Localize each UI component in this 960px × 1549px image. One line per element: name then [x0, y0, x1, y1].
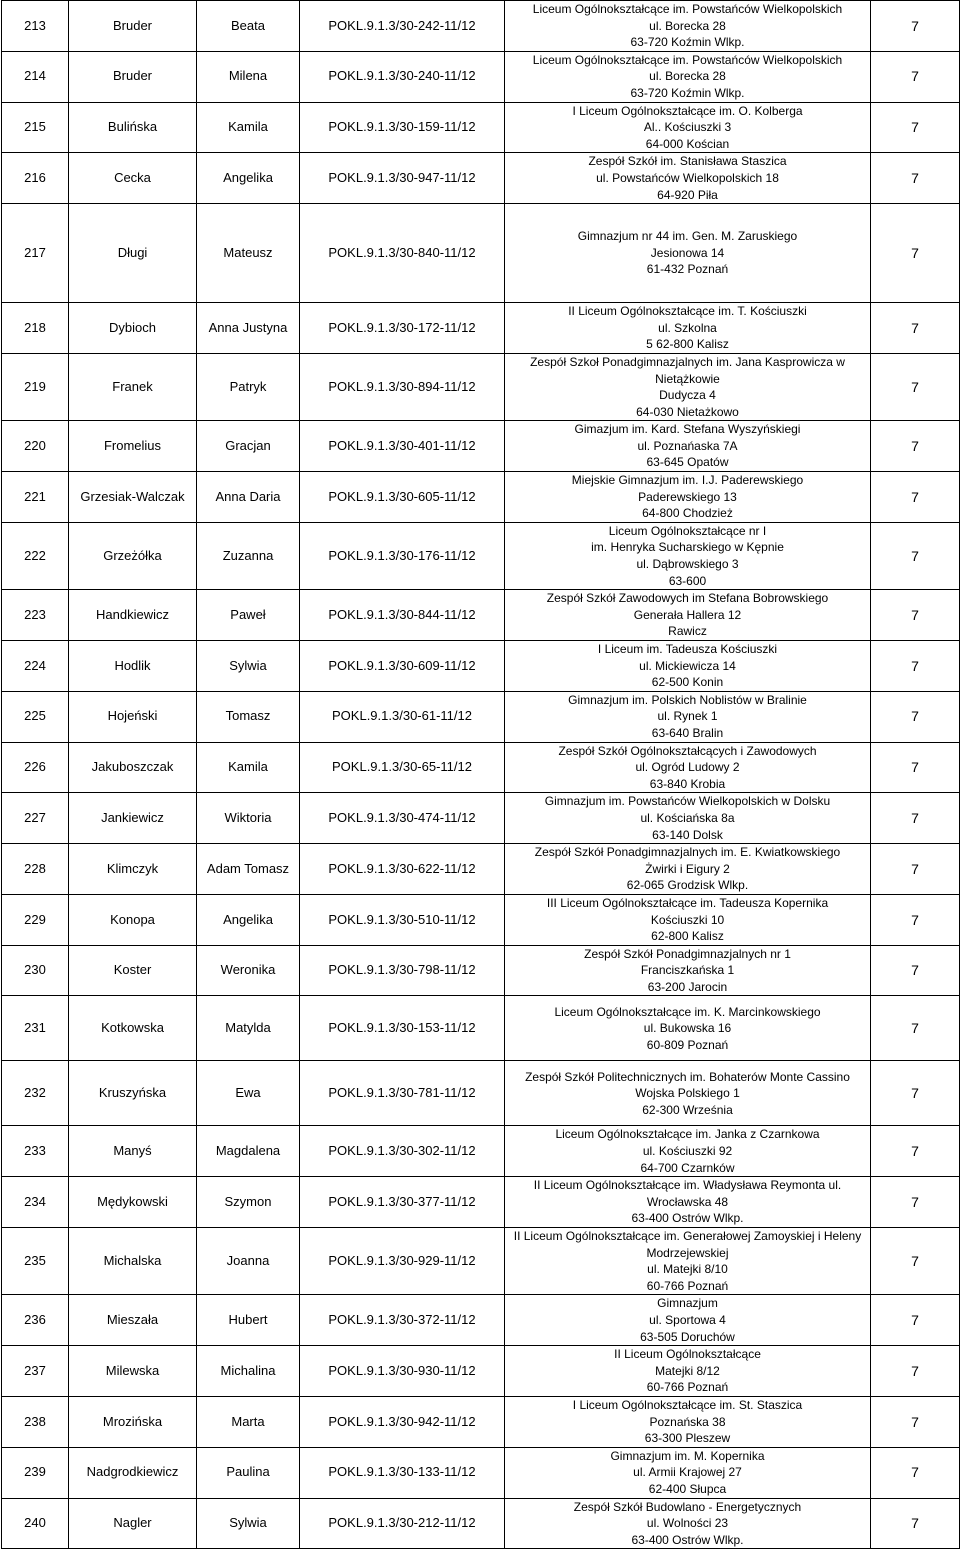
project-code: POKL.9.1.3/30-240-11/12 — [300, 51, 505, 102]
table-row — [2, 1498, 960, 1549]
row-number: 228 — [2, 844, 69, 895]
school-address-line: 63-645 Opatów — [646, 455, 729, 470]
school-address-line: Liceum Ogólnokształcące im. Janka z Czarnkowa — [555, 1127, 820, 1142]
row-number: 239 — [2, 1447, 69, 1498]
table-row — [2, 1346, 960, 1397]
school-address-line: 63-720 Koźmin Wlkp. — [630, 85, 745, 100]
school-address — [505, 691, 871, 742]
school-address-line: Gimnazjum im. Powstańców Wielkopolskich w Dolsku — [544, 794, 831, 809]
school-address-line: 62-065 Grodzisk Wlkp. — [626, 878, 749, 893]
last-name: Mieszała — [69, 1295, 197, 1346]
last-name: Bruder — [69, 1, 197, 52]
project-code: POKL.9.1.3/30-609-11/12 — [300, 641, 505, 692]
first-name: Angelika — [197, 894, 300, 945]
school-address-line: Dudycza 4 — [659, 388, 716, 403]
school-address — [505, 1498, 871, 1549]
first-name: Adam Tomasz — [197, 844, 300, 895]
points: 7 — [871, 1447, 960, 1498]
last-name: Grzesiak-Walczak — [69, 472, 197, 523]
school-address-line: Gimazjum im. Kard. Stefana Wyszyńskiegi — [574, 422, 801, 437]
points: 7 — [871, 996, 960, 1061]
table-row — [2, 996, 960, 1061]
last-name: Koster — [69, 945, 197, 996]
school-address-line: Zespół Szkół Ponadgimnazjalnych im. E. Kwiatkowskiego — [534, 845, 841, 860]
school-address — [505, 1, 871, 52]
school-address-line: II Liceum Ogólnokształcące im. T. Kościuszki — [568, 304, 807, 319]
school-address-line: Zespół Szkoł Ponadgimnazjalnych im. Jana Kasprowicza w — [530, 354, 845, 369]
table-row — [2, 691, 960, 742]
points: 7 — [871, 742, 960, 793]
school-address-line: 64-700 Czarnków — [640, 1160, 735, 1175]
project-code: POKL.9.1.3/30-622-11/12 — [300, 844, 505, 895]
points: 7 — [871, 1177, 960, 1228]
school-address-line: 63-505 Doruchów — [640, 1329, 735, 1344]
last-name: Jakuboszczak — [69, 742, 197, 793]
school-address — [505, 996, 871, 1061]
table-row — [2, 641, 960, 692]
school-address-line: ul. Poznańaska 7A — [637, 438, 738, 453]
first-name: Magdalena — [197, 1126, 300, 1177]
project-code: POKL.9.1.3/30-942-11/12 — [300, 1396, 505, 1447]
points: 7 — [871, 1295, 960, 1346]
school-address-line: Zespół Szkół Ogólnokształcących i Zawodowych — [558, 743, 817, 758]
row-number: 233 — [2, 1126, 69, 1177]
school-address-line: Liceum Ogólnokształcące nr I — [608, 523, 767, 538]
school-address-line: Zespół Szkół Zawodowych im Stefana Bobrowskiego — [546, 591, 829, 606]
last-name: Kotkowska — [69, 996, 197, 1061]
school-address-line: ul. Dąbrowskiego 3 — [636, 557, 739, 572]
row-number: 238 — [2, 1396, 69, 1447]
project-code: POKL.9.1.3/30-377-11/12 — [300, 1177, 505, 1228]
table-row — [2, 522, 960, 589]
school-address-line: Liceum Ogólnokształcące im. Powstańców Wielkopolskich — [532, 52, 843, 67]
school-address-line: 62-800 Kalisz — [651, 929, 724, 944]
last-name: Dybioch — [69, 303, 197, 354]
school-address-line: 62-300 Września — [642, 1102, 733, 1117]
first-name: Anna Daria — [197, 472, 300, 523]
project-code: POKL.9.1.3/30-510-11/12 — [300, 894, 505, 945]
school-address — [505, 793, 871, 844]
points: 7 — [871, 793, 960, 844]
school-address — [505, 472, 871, 523]
school-address — [505, 1295, 871, 1346]
project-code: POKL.9.1.3/30-947-11/12 — [300, 153, 505, 204]
school-address-line: 63-640 Bralin — [651, 725, 724, 740]
school-address-line: 63-400 Ostrów Wlkp. — [631, 1211, 744, 1226]
table-row — [2, 945, 960, 996]
project-code: POKL.9.1.3/30-61-11/12 — [300, 691, 505, 742]
school-address — [505, 204, 871, 303]
points: 7 — [871, 1, 960, 52]
last-name: Kruszyńska — [69, 1061, 197, 1126]
school-address — [505, 153, 871, 204]
school-address-line: 63-600 — [668, 573, 707, 588]
last-name: Fromelius — [69, 421, 197, 472]
points: 7 — [871, 303, 960, 354]
school-address-line: Liceum Ogólnokształcące im. K. Marcinkowskiego — [554, 1004, 821, 1019]
last-name: Nadgrodkiewicz — [69, 1447, 197, 1498]
project-code: POKL.9.1.3/30-176-11/12 — [300, 522, 505, 589]
project-code: POKL.9.1.3/30-474-11/12 — [300, 793, 505, 844]
school-address-line: Al.. Kościuszki 3 — [643, 120, 732, 135]
school-address — [505, 303, 871, 354]
school-address-line: Zespół Szkół Budowlano - Energetycznych — [573, 1499, 802, 1514]
school-address-line: ul. Borecka 28 — [649, 69, 726, 84]
school-address-line: Wojska Polskiego 1 — [635, 1086, 740, 1101]
last-name: Cecka — [69, 153, 197, 204]
project-code: POKL.9.1.3/30-153-11/12 — [300, 996, 505, 1061]
first-name: Paweł — [197, 590, 300, 641]
school-address-line: 63-300 Pleszew — [644, 1431, 731, 1446]
row-number: 229 — [2, 894, 69, 945]
points: 7 — [871, 1498, 960, 1549]
table-row — [2, 844, 960, 895]
points: 7 — [871, 590, 960, 641]
school-address-line: ul. Kościańska 8a — [640, 810, 735, 825]
first-name: Michalina — [197, 1346, 300, 1397]
points: 7 — [871, 641, 960, 692]
school-address — [505, 1346, 871, 1397]
row-number: 221 — [2, 472, 69, 523]
project-code: POKL.9.1.3/30-212-11/12 — [300, 1498, 505, 1549]
school-address — [505, 51, 871, 102]
school-address-line: 64-030 Nietażkowo — [636, 404, 739, 419]
last-name: Bruder — [69, 51, 197, 102]
row-number: 237 — [2, 1346, 69, 1397]
row-number: 216 — [2, 153, 69, 204]
school-address-line: I Liceum im. Tadeusza Kościuszki — [597, 642, 778, 656]
points: 7 — [871, 153, 960, 204]
points: 7 — [871, 204, 960, 303]
first-name: Marta — [197, 1396, 300, 1447]
school-address-line: I Liceum Ogólnokształcące im. O. Kolberga — [572, 103, 803, 118]
school-address-line: II Liceum Ogólnokształcące im. Władysława Reymonta ul. — [533, 1178, 842, 1193]
school-address-line: Poznańska 38 — [649, 1414, 726, 1429]
first-name: Szymon — [197, 1177, 300, 1228]
table-row — [2, 1061, 960, 1126]
points: 7 — [871, 691, 960, 742]
first-name: Matylda — [197, 996, 300, 1061]
school-address-line: 60-766 Poznań — [646, 1380, 729, 1395]
row-number: 234 — [2, 1177, 69, 1228]
table-row — [2, 472, 960, 523]
school-address-line: II Liceum Ogólnokształcące — [614, 1347, 761, 1362]
school-address-line: 64-000 Kościan — [645, 136, 730, 151]
school-address — [505, 1396, 871, 1447]
points: 7 — [871, 1126, 960, 1177]
participants-table — [1, 0, 960, 1549]
points: 7 — [871, 522, 960, 589]
school-address-line: ul. Kościuszki 92 — [642, 1144, 733, 1159]
school-address-line: Matejki 8/12 — [655, 1363, 720, 1378]
school-address-line: Gimnazjum nr 44 im. Gen. M. Zaruskiego — [577, 229, 798, 244]
school-address-line: Miejskie Gimnazjum im. I.J. Paderewskiego — [571, 473, 804, 488]
points: 7 — [871, 945, 960, 996]
project-code: POKL.9.1.3/30-781-11/12 — [300, 1061, 505, 1126]
first-name: Milena — [197, 51, 300, 102]
school-address-line: III Liceum Ogólnokształcące im. Tadeusza Kopernika — [546, 895, 829, 910]
school-address — [505, 421, 871, 472]
school-address-line: Zespół Szkół Ponadgimnazjalnych nr 1 — [584, 946, 791, 961]
school-address-line: ul. Armii Krajowej 27 — [633, 1465, 742, 1480]
school-address-line: Zespół Szkół im. Stanisława Staszica — [588, 154, 787, 169]
row-number: 235 — [2, 1228, 69, 1295]
row-number: 225 — [2, 691, 69, 742]
school-address-line: Liceum Ogólnokształcące im. Powstańców Wielkopolskich — [532, 2, 843, 16]
school-address-line: ul. Mickiewicza 14 — [639, 658, 736, 673]
row-number: 215 — [2, 102, 69, 153]
first-name: Beata — [197, 1, 300, 52]
last-name: Klimczyk — [69, 844, 197, 895]
last-name: Michalska — [69, 1228, 197, 1295]
points: 7 — [871, 1061, 960, 1126]
school-address-line: ul. Bukowska 16 — [643, 1021, 732, 1036]
points: 7 — [871, 51, 960, 102]
first-name: Joanna — [197, 1228, 300, 1295]
table-row — [2, 1228, 960, 1295]
school-address — [505, 590, 871, 641]
school-address-line: Nietążkowie — [655, 371, 720, 386]
table-row — [2, 742, 960, 793]
school-address-line: 62-400 Słupca — [648, 1481, 727, 1496]
school-address-line: 5 62-800 Kalisz — [646, 337, 729, 352]
school-address — [505, 353, 871, 420]
last-name: Długi — [69, 204, 197, 303]
row-number: 230 — [2, 945, 69, 996]
school-address-line: 62-500 Konin — [651, 675, 724, 690]
first-name: Wiktoria — [197, 793, 300, 844]
points: 7 — [871, 472, 960, 523]
points: 7 — [871, 1346, 960, 1397]
last-name: Konopa — [69, 894, 197, 945]
points: 7 — [871, 1228, 960, 1295]
school-address — [505, 1228, 871, 1295]
school-address — [505, 102, 871, 153]
project-code: POKL.9.1.3/30-172-11/12 — [300, 303, 505, 354]
first-name: Anna Justyna — [197, 303, 300, 354]
table-row — [2, 421, 960, 472]
last-name: Nagler — [69, 1498, 197, 1549]
table-row — [2, 1295, 960, 1346]
project-code: POKL.9.1.3/30-133-11/12 — [300, 1447, 505, 1498]
project-code: POKL.9.1.3/30-605-11/12 — [300, 472, 505, 523]
school-address — [505, 945, 871, 996]
school-address-line: 63-840 Krobia — [649, 776, 726, 791]
project-code: POKL.9.1.3/30-798-11/12 — [300, 945, 505, 996]
table-row — [2, 303, 960, 354]
first-name: Sylwia — [197, 641, 300, 692]
first-name: Mateusz — [197, 204, 300, 303]
row-number: 236 — [2, 1295, 69, 1346]
school-address-line: II Liceum Ogólnokształcące im. Generałowej Zamoyskiej i Heleny — [513, 1229, 862, 1244]
row-number: 217 — [2, 204, 69, 303]
row-number: 219 — [2, 353, 69, 420]
school-address-line: 60-766 Poznań — [646, 1278, 729, 1293]
project-code: POKL.9.1.3/30-65-11/12 — [300, 742, 505, 793]
first-name: Patryk — [197, 353, 300, 420]
school-address-line: 63-200 Jarocin — [647, 979, 728, 994]
school-address-line: Jesionowa 14 — [650, 245, 725, 260]
table-row — [2, 590, 960, 641]
school-address — [505, 1061, 871, 1126]
first-name: Gracjan — [197, 421, 300, 472]
row-number: 213 — [2, 1, 69, 52]
table-row — [2, 51, 960, 102]
row-number: 214 — [2, 51, 69, 102]
first-name: Zuzanna — [197, 522, 300, 589]
school-address-line: Franciszkańska 1 — [640, 963, 735, 978]
table-row — [2, 102, 960, 153]
row-number: 224 — [2, 641, 69, 692]
school-address — [505, 522, 871, 589]
school-address-line: I Liceum Ogólnokształcące im. St. Staszica — [572, 1397, 803, 1412]
school-address-line: ul. Matejki 8/10 — [647, 1262, 728, 1277]
table-row — [2, 1177, 960, 1228]
first-name: Kamila — [197, 742, 300, 793]
table-row — [2, 204, 960, 303]
table-row — [2, 1447, 960, 1498]
school-address-line: ul. Wolności 23 — [646, 1516, 729, 1531]
school-address — [505, 1177, 871, 1228]
project-code: POKL.9.1.3/30-840-11/12 — [300, 204, 505, 303]
last-name: Jankiewicz — [69, 793, 197, 844]
first-name: Weronika — [197, 945, 300, 996]
points: 7 — [871, 421, 960, 472]
school-address — [505, 844, 871, 895]
school-address-line: 64-800 Chodzież — [642, 506, 733, 521]
school-address-line: Generała Hallera 12 — [633, 607, 742, 622]
school-address-line: ul. Szkolna — [658, 320, 717, 335]
school-address-line: Modrzejewskiej — [646, 1245, 729, 1260]
last-name: Milewska — [69, 1346, 197, 1397]
school-address-line: 64-920 Piła — [657, 187, 718, 202]
first-name: Sylwia — [197, 1498, 300, 1549]
school-address-line: Rawicz — [668, 624, 707, 639]
last-name: Mędykowski — [69, 1177, 197, 1228]
school-address-line: Kościuszki 10 — [650, 912, 725, 927]
first-name: Kamila — [197, 102, 300, 153]
school-address-line: Wrocławska 48 — [646, 1194, 729, 1209]
project-code: POKL.9.1.3/30-844-11/12 — [300, 590, 505, 641]
school-address — [505, 641, 871, 692]
first-name: Paulina — [197, 1447, 300, 1498]
school-address-line: ul. Powstańców Wielkopolskich 18 — [596, 170, 779, 185]
row-number: 226 — [2, 742, 69, 793]
last-name: Mrozińska — [69, 1396, 197, 1447]
row-number: 240 — [2, 1498, 69, 1549]
project-code: POKL.9.1.3/30-930-11/12 — [300, 1346, 505, 1397]
project-code: POKL.9.1.3/30-302-11/12 — [300, 1126, 505, 1177]
last-name: Hodlik — [69, 641, 197, 692]
first-name: Ewa — [197, 1061, 300, 1126]
first-name: Hubert — [197, 1295, 300, 1346]
points: 7 — [871, 894, 960, 945]
row-number: 223 — [2, 590, 69, 641]
row-number: 231 — [2, 996, 69, 1061]
school-address-line: 60-809 Poznań — [646, 1037, 729, 1052]
row-number: 218 — [2, 303, 69, 354]
school-address-line: ul. Rynek 1 — [657, 709, 718, 724]
points: 7 — [871, 844, 960, 895]
school-address-line: Zespół Szkół Politechnicznych im. Bohaterów Monte Cassino — [525, 1069, 850, 1084]
project-code: POKL.9.1.3/30-929-11/12 — [300, 1228, 505, 1295]
last-name: Manyś — [69, 1126, 197, 1177]
project-code: POKL.9.1.3/30-242-11/12 — [300, 1, 505, 52]
points: 7 — [871, 353, 960, 420]
row-number: 227 — [2, 793, 69, 844]
table-row — [2, 1, 960, 52]
last-name: Hojeński — [69, 691, 197, 742]
last-name: Handkiewicz — [69, 590, 197, 641]
project-code: POKL.9.1.3/30-159-11/12 — [300, 102, 505, 153]
first-name: Tomasz — [197, 691, 300, 742]
table-body — [2, 1, 960, 1549]
row-number: 232 — [2, 1061, 69, 1126]
table-row — [2, 793, 960, 844]
row-number: 220 — [2, 421, 69, 472]
school-address-line: ul. Borecka 28 — [649, 18, 726, 33]
table-row — [2, 153, 960, 204]
school-address-line: Gimnazjum — [657, 1296, 718, 1311]
school-address-line: Paderewskiego 13 — [638, 489, 737, 504]
school-address — [505, 1447, 871, 1498]
last-name: Grzeżółka — [69, 522, 197, 589]
points: 7 — [871, 102, 960, 153]
table-row — [2, 1396, 960, 1447]
project-code: POKL.9.1.3/30-894-11/12 — [300, 353, 505, 420]
school-address — [505, 1126, 871, 1177]
school-address-line: Żwirki i Eigury 2 — [645, 861, 730, 876]
school-address-line: ul. Ogród Ludowy 2 — [635, 760, 740, 775]
project-code: POKL.9.1.3/30-372-11/12 — [300, 1295, 505, 1346]
school-address-line: 63-720 Koźmin Wlkp. — [630, 35, 745, 50]
school-address — [505, 894, 871, 945]
table-row — [2, 1126, 960, 1177]
school-address-line: ul. Sportowa 4 — [649, 1313, 726, 1327]
last-name: Franek — [69, 353, 197, 420]
school-address-line: Gimnazjum im. Polskich Noblistów w Bralinie — [568, 692, 807, 707]
school-address-line: 63-140 Dolsk — [652, 827, 723, 842]
points: 7 — [871, 1396, 960, 1447]
table-row — [2, 353, 960, 420]
first-name: Angelika — [197, 153, 300, 204]
school-address-line: Gimnazjum im. M. Kopernika — [610, 1448, 765, 1463]
school-address-line: 63-400 Ostrów Wlkp. — [631, 1532, 744, 1547]
project-code: POKL.9.1.3/30-401-11/12 — [300, 421, 505, 472]
school-address — [505, 742, 871, 793]
school-address-line: 61-432 Poznań — [646, 262, 729, 277]
school-address-line: im. Henryka Sucharskiego w Kępnie — [591, 540, 784, 555]
table-row — [2, 894, 960, 945]
row-number: 222 — [2, 522, 69, 589]
last-name: Bulińska — [69, 102, 197, 153]
